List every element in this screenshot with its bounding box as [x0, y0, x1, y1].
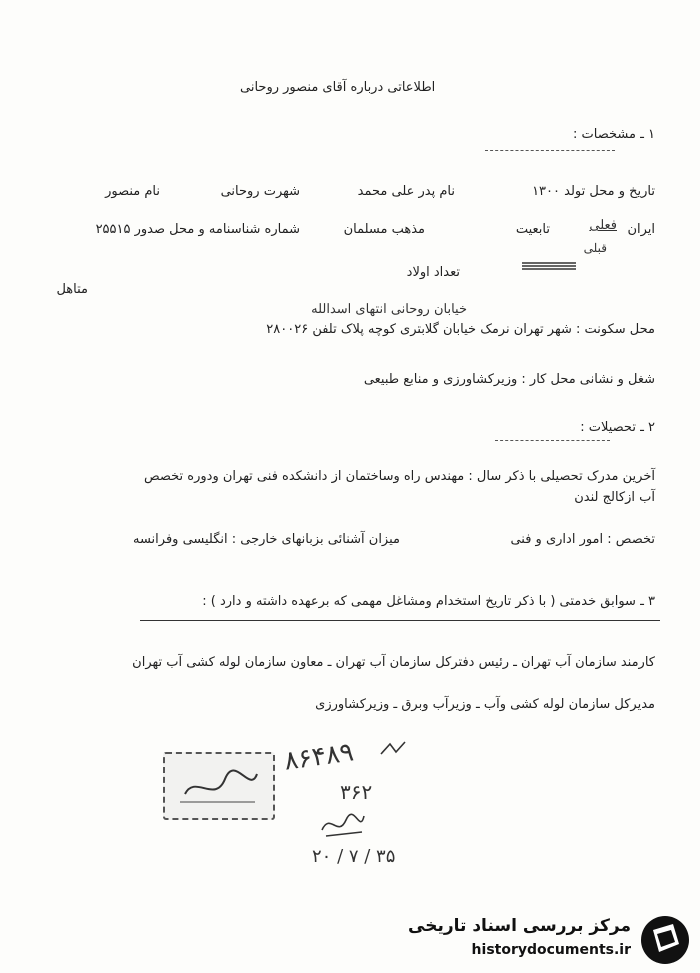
nationality-handwritten: فعلی [589, 218, 617, 233]
stamp-scribble-icon [165, 754, 269, 814]
job-field: شغل و نشانی محل کار : وزیرکشاورزی و منابع طبیعی [363, 372, 655, 387]
section-2-heading: ۲ ـ تحصیلات : [580, 420, 655, 435]
registration-stamp [163, 752, 275, 820]
degree-continued: آب ازکالج لندن [574, 490, 655, 505]
section-1-underline [485, 150, 615, 151]
mark-scribble-icon [378, 738, 408, 760]
birth-field: تاریخ و محل تولد ۱۳۰۰ [532, 184, 655, 199]
nationality-label: تابعیت [515, 222, 550, 237]
signature-icon [318, 808, 368, 840]
father-name-field: نام پدر علی محمد [357, 184, 455, 199]
section-1-heading: ۱ ـ مشخصات : [573, 127, 655, 142]
stamp-number: ۸۶۴۸۹ [282, 737, 356, 777]
career-line-2: مدیرکل سازمان لوله کشی وآب ـ وزیرآب وبرق ـ وزیرکشاورزی [315, 697, 655, 712]
watermark [410, 912, 695, 968]
strikeout-mark [520, 258, 578, 274]
children-count-label: تعداد اولاد [406, 265, 460, 280]
id-number-field: شماره شناسنامه و محل صدور ۲۵۵۱۵ [95, 222, 300, 237]
section-3-heading: ۳ ـ سوابق خدمتی ( با ذکر تاریخ استخدام ومشاغل مهمی که برعهده داشته و دارد ) : [202, 594, 655, 609]
marital-status: متاهل [56, 282, 88, 297]
date-mark: ۳۵ / ۷ / ۲۰ [312, 846, 396, 867]
address-field: محل سکونت : شهر تهران نرمک خیابان گلابتری کوچه پلاک تلفن ۲۸۰۰۲۶ [266, 322, 655, 337]
watermark-url: historydocuments.ir [471, 942, 631, 958]
document-title: اطلاعاتی درباره آقای منصور روحانی [240, 80, 436, 95]
degree-field: آخرین مدرک تحصیلی با ذکر سال : مهندس راه وساختمان از دانشکده فنی تهران ودوره تخصص [143, 469, 655, 484]
languages-field: میزان آشنائی بزبانهای خارجی : انگلیسی وفرانسه [132, 532, 400, 547]
first-name-field: نام منصور [105, 184, 160, 199]
section-2-underline [495, 440, 610, 441]
address-handwritten: خیابان روحانی انتهای اسدالله [311, 302, 467, 317]
handwritten-mark: ۳۶۲ [340, 780, 373, 804]
watermark-title: مرکز بررسی اسناد تاریخی [408, 916, 631, 936]
archive-logo-icon [639, 914, 691, 966]
surname-field: شهرت روحانی [220, 184, 300, 199]
nationality-previous: قبلی [583, 241, 607, 255]
section-3-underline [140, 620, 660, 621]
nationality-value: ایران [627, 222, 655, 237]
specialty-field: تخصص : امور اداری و فنی [510, 532, 655, 547]
career-line-1: کارمند سازمان آب تهران ـ رئیس دفترکل سازمان آب تهران ـ معاون سازمان لوله کشی آب تهران [132, 655, 655, 670]
religion-field: مذهب مسلمان [343, 222, 425, 237]
